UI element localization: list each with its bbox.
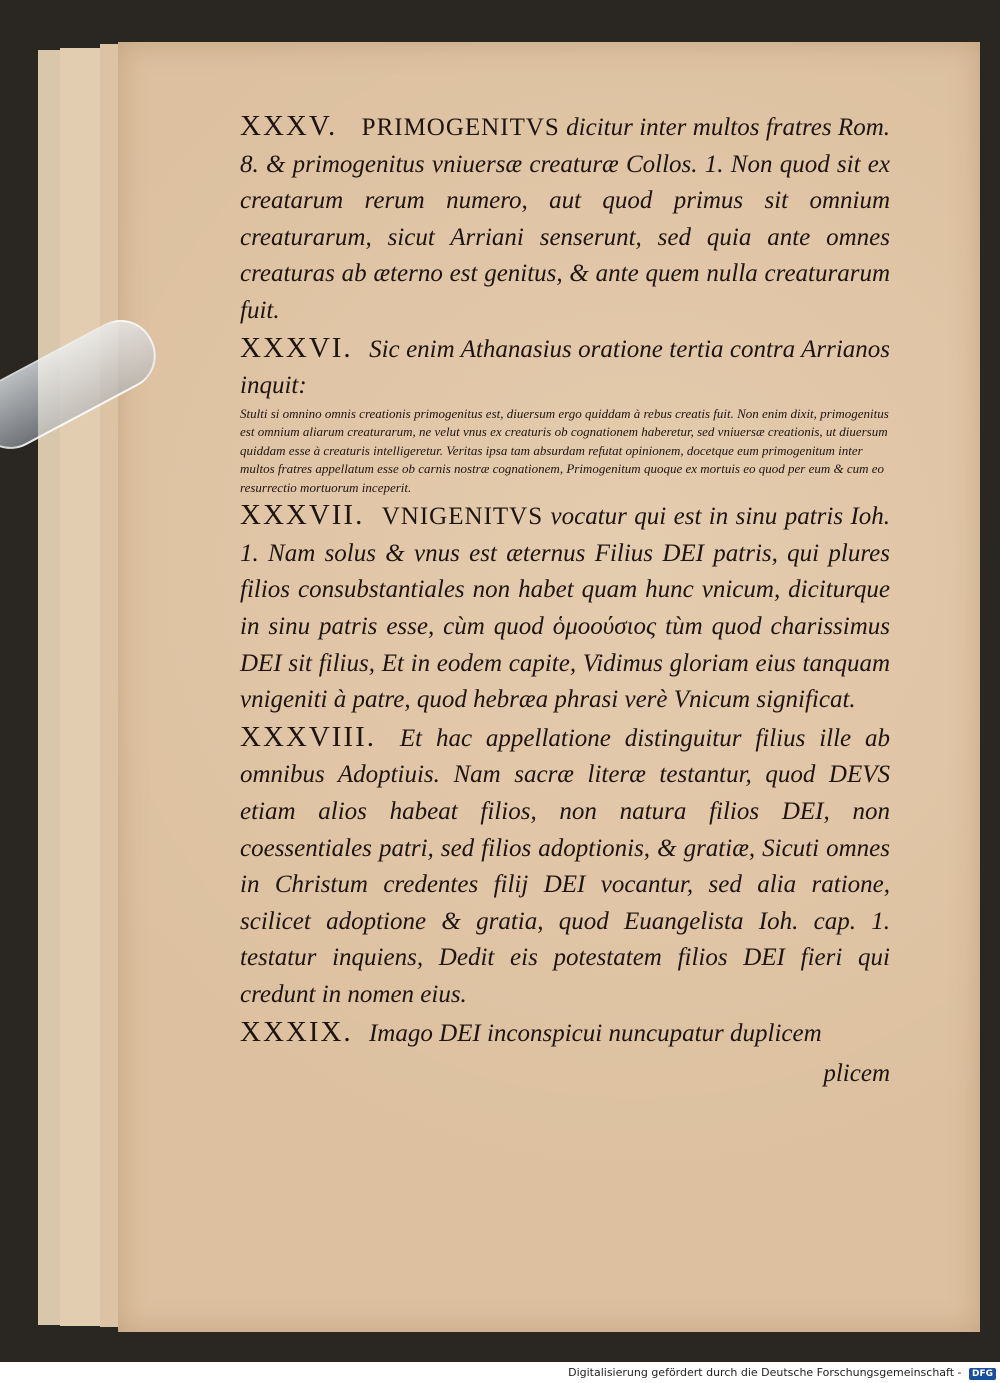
section-lead-word: VNIGENITVS — [381, 503, 544, 531]
credit-text: Digitalisierung gefördert durch die Deutsche Forschungsgemeinschaft - — [568, 1366, 962, 1379]
catchword: plicem — [823, 1060, 890, 1088]
section-body: vocatur qui est in sinu patris Ioh. 1. Nam solus & vnus est æternus Filius DEI patris, qui plures filios consubstantiales non habet quam hunc vnicum, diciturque in sinu patris esse, cùm quod ὁμοούσιος tùm quod charissimus DEI sit filius, Et in eodem capite, Vidimus gloriam eius tanquam vnigeniti à patre, quod hebræa phrasi verè Vnicum significat. — [240, 503, 891, 714]
digitization-credit — [568, 1366, 996, 1380]
section-numeral: XXXVII. — [240, 499, 365, 532]
section-numeral: XXXVIII. — [240, 720, 376, 753]
section-numeral: XXXIX. — [240, 1015, 353, 1048]
section-numeral: XXXVI. — [240, 331, 353, 364]
page-text — [240, 108, 890, 1092]
section-38 — [240, 719, 890, 1014]
athanasius-quote: Stulti si omnino omnis creationis primogenitus est, diuersum ergo quiddam à rebus creatis fuit. Non enim dixit, primogenitus est omnium aliarum creaturarum, ne velut vnus ex creaturis ob cognationem haberetur, sed vniuersæ creationis, ut diuersum quiddam esse à creaturis intelligeretur. Veritas ipsa tam absurdam refutat opinionem, docetque eum primogenitum inter multos fratres appellatum esse ob carnis nostræ cognationem, Primogenitum quoque ex mortuis eo quod per eum & cum eo resurrectio mortuorum inceperit. — [240, 405, 889, 495]
page-stack-edge — [60, 48, 101, 1326]
section-body: Et hac appellatione distinguitur filius ille ab omnibus Adoptiuis. Nam sacræ literæ testantur, quod DEVS etiam alios habeat filios, non natura filios DEI, non coessentiales patri, sed filios adoptionis, & gratiæ, Sicuti omnes in Christum credentes filij DEI vocantur, sed alia ratione, scilicet adoptione & gratia, quod Euangelista Ioh. cap. 1. testatur inquiens, Dedit eis potestatem filios DEI fieri qui credunt in nomen eius. — [240, 724, 891, 1008]
section-body: Sic enim Athanasius oratione tertia contra Arrianos inquit: — [240, 335, 890, 400]
section-39 — [240, 1014, 890, 1053]
section-37 — [240, 497, 890, 719]
section-lead-word: PRIMOGENITVS — [361, 114, 560, 141]
section-35 — [240, 108, 890, 330]
section-numeral: XXXV. — [240, 110, 338, 142]
section-body: Imago DEI inconspicui nuncupatur duplicem — [368, 1019, 822, 1047]
dfg-logo: DFG — [969, 1368, 996, 1380]
section-body: dicitur inter multos fratres Rom. 8. & primogenitus vniuersæ creaturæ Collos. 1. Non quod sit ex creatarum rerum numero, aut quod primus sit omnium creaturarum, sicut Arriani senserunt, sed quia ante omnes creaturas ab æterno est genitus, & ante quem nulla creaturarum fuit. — [240, 114, 891, 324]
section-36 — [240, 330, 890, 405]
